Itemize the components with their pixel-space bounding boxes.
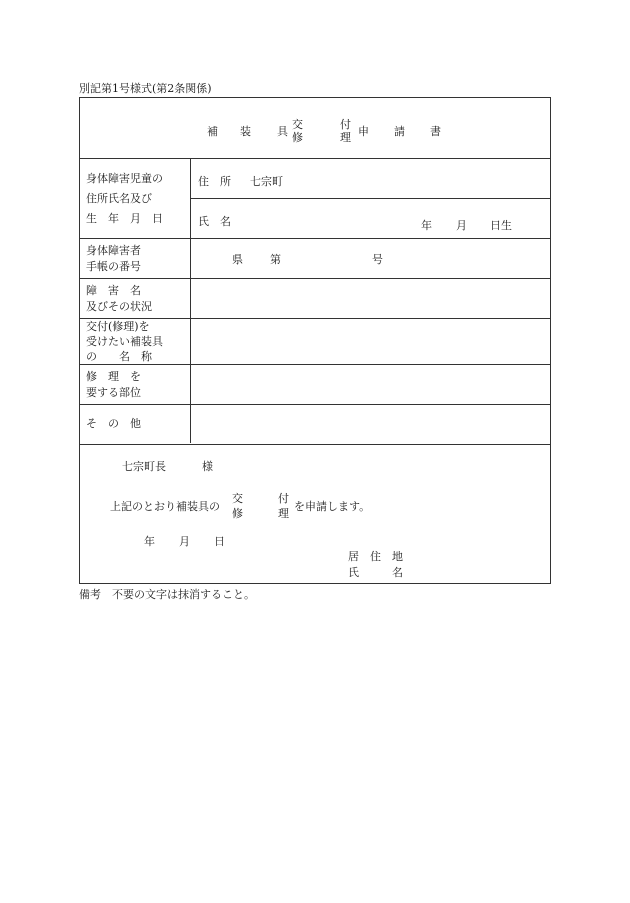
statement-prefix: 上記のとおり補装具の: [110, 500, 220, 513]
number-suffix-label: 号: [372, 253, 383, 266]
disability-label: 障 害 名 及びその状況: [86, 284, 152, 313]
device-label: 交付(修理)を 受けたい補装具 の 名 称: [86, 320, 163, 363]
applicant-name-label: 氏 名: [348, 566, 403, 579]
addressee-honorific: 様: [202, 460, 213, 473]
birth-year-label: 年: [421, 219, 432, 232]
address-value[interactable]: 七宗町: [250, 175, 283, 188]
addressee: 七宗町長: [122, 460, 166, 473]
date-month-label: 月: [179, 535, 190, 548]
application-form: 補 装 具 交 修 付 理 申 請 書 身体障害児童の 住所氏名及び 生 年 月 日 住 所 七宗町 氏 名 年 月 日生 身体障害者 手帳の番号 県 第 号 障 害 名 及びその状況 交付(修理)を 受けたい補装具 の 名 称 修 理 を 要する部位 そ の 他 七宗町長 様 上記のとおり補装具の 交 修 付 理 を申請します。 年 月 日 居 住 地 氏 名: [79, 97, 551, 584]
device-row: [80, 318, 550, 364]
birth-day-label: 日生: [490, 219, 512, 232]
handbook-row: [80, 238, 550, 278]
statement-suffix: を申請します。: [294, 500, 371, 513]
prefecture-label: 県: [232, 253, 243, 266]
other-row: [80, 404, 550, 444]
form-caption: 別記第1号様式(第2条関係): [79, 82, 212, 95]
birth-month-label: 月: [456, 219, 467, 232]
number-prefix-label: 第: [270, 253, 281, 266]
declaration-section: 七宗町長 様 上記のとおり補装具の 交 修 付 理 を申請します。 年 月 日 居 住 地 氏 名: [80, 444, 550, 583]
repair-part-row: [80, 364, 550, 404]
other-label: そ の 他: [86, 417, 141, 430]
disability-row: [80, 278, 550, 318]
repair-part-label: 修 理 を 要する部位: [86, 370, 141, 399]
child-info-label: 身体障害児童の 住所氏名及び 生 年 月 日: [86, 172, 163, 225]
address-label: 住 所: [198, 175, 231, 188]
date-year-label: 年: [144, 535, 155, 548]
remarks-note: 備考 不要の文字は抹消すること。: [79, 588, 255, 601]
handbook-label: 身体障害者 手帳の番号: [86, 244, 141, 273]
residence-label: 居 住 地: [348, 550, 403, 563]
name-label: 氏 名: [198, 215, 231, 228]
label-column-divider: [190, 158, 191, 443]
address-name-divider: [190, 198, 550, 199]
date-day-label: 日: [214, 535, 225, 548]
